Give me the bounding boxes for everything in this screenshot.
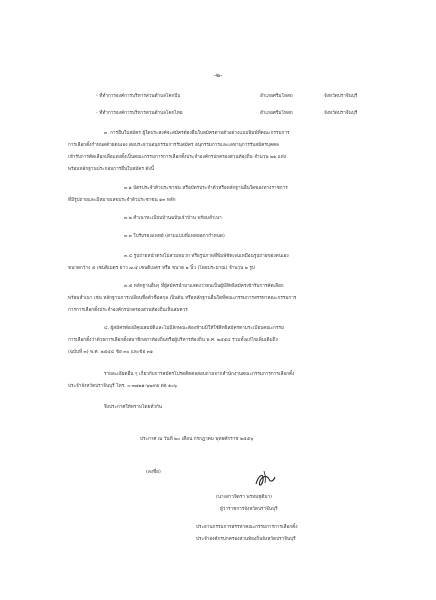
page-number: -๒- [213, 72, 223, 79]
signer-position-2: ประจำองค์กรปกครองส่วนท้องถิ่นจังหวัดปราจีนบุรี [196, 537, 296, 542]
list-3-5-line3: การการเลือกตั้งประจำองค์กรปกครองส่วนท้องถิ่นเห็นสมควร [68, 308, 188, 313]
list-3-2: ๓.๒ สำเนาทะเบียนบ้านฉบับเจ้าบ้าน พร้อมสำเนา [124, 216, 222, 221]
para5-line1: รายละเอียดอื่น ๆ เกี่ยวกับการสมัครโปรดติดต่อสอบถามจากสำนักงานคณะกรรมการการเลือกตั้ง [104, 372, 295, 377]
signed-label: (ลงชื่อ) [146, 470, 161, 475]
para4-line1: ๔. ผู้สมัครต้องมีคุณสมบัติและไม่มีลักษณะต้องห้ามมิให้ใช้สิทธิสมัครตามระเบียบคณะกรรม [104, 326, 285, 331]
para3-line1: ๓. การยื่นใบสมัคร ผู้ใดประสงค์จะสมัครต้องยื่นใบสมัครตามตัวอย่างแบบพิมพ์ที่คณะกรรมการ [104, 131, 290, 136]
item-1-name: - ที่ทำการองค์การบริหารส่วนตำบลโคกปีบ [96, 94, 181, 99]
signer-title: ผู้ว่าราชการจังหวัดปราจีนบุรี [220, 507, 278, 512]
list-3-4-line2: ขนาดกว้าง ๕ เซนติเมตร ยาว ๗.๕ เซนติเมตร หรือ ขนาด ๒ นิ้ว (โดยประมาณ) จำนวน ๒ รูป [68, 266, 255, 271]
date-line: ประกาศ ณ วันที่ ๒๐ เดือน กรกฎาคม พุทธศักราช ๒๕๕๖ [140, 437, 254, 442]
item-2-province: จังหวัดปราจีนบุรี [324, 111, 358, 116]
para4-line2: การเลือกตั้งว่าด้วยการเลือกตั้งสมาชิกสภาท้องถิ่นหรือผู้บริหารท้องถิ่น พ.ศ. ๒๕๕๔ รวมทั้งแก้ไขเพิ่มเติมถึง [68, 338, 278, 343]
list-3-5-line2: พร้อมสำเนา เช่น หลักฐานการเปลี่ยนชื่อตัวชื่อสกุล เป็นต้น หรือหลักฐานอื่นใดที่คณะกรรมการสรรหาคณะกรรมการ [68, 296, 297, 301]
announcement: จึงประกาศให้ทราบโดยทั่วกัน [104, 405, 163, 410]
signer-name: (นางสาวจิตรา พรหมชุติมา) [216, 495, 273, 500]
item-2-name: - ที่ทำการองค์การบริหารส่วนตำบลโคกไทย [96, 111, 183, 116]
list-3-1-line2: ที่มีรูปถ่ายและมีหมายเลขประจำตัวประชาชน ๑๓ หลัก [68, 198, 176, 203]
list-3-3: ๓.๓ ใบรับรองแพทย์ (ตามแบบที่แพทยสภากำหนด) [124, 234, 225, 239]
item-1-district: อำเภอศรีมโหสถ [260, 94, 293, 99]
list-3-5-line1: ๓.๕ หลักฐานอื่นๆ ที่ผู้สมัครนำมาแสดงว่าตนเป็นผู้มีสิทธิสมัครเข้ารับการคัดเลือก [124, 284, 284, 289]
item-2-district: อำเภอศรีมโหสถ [260, 111, 293, 116]
para5-line2: ประจำจังหวัดปราจีนบุรี โทร. ๐-๓๗๒๑-๖๒๙๕ ต่อ ๑๐๖ [68, 384, 177, 389]
para3-line2: การเลือกตั้งกำหนดด้วยตนเอง ต่อประธานอนุกรรมการรับสมัคร อนุกรรมการและเลขานุการรับสมัครบุคคล [68, 143, 279, 148]
item-1-province: จังหวัดปราจีนบุรี [324, 94, 358, 99]
para4-line3: (ฉบับที่ ๓) พ.ศ. ๒๕๕๔ ข้อ ๓๐ และข้อ ๓๑ [68, 350, 153, 355]
para3-line4: พร้อมหลักฐานประกอบการยื่นใบสมัคร ดังนี้ [68, 167, 155, 172]
signer-position-1: ประธานกรรมการสรรหาคณะกรรมการการเลือกตั้ง [196, 525, 298, 530]
list-3-4-line1: ๓.๔ รูปถ่ายหน้าตรงไม่สวมหมวก หรือรูปภาพที่พิมพ์ชัดเจนเหมือนรูปถ่ายของตนเอง [124, 254, 289, 259]
para3-line3: เข้ารับการคัดเลือกเพื่อแต่งตั้งเป็นคณะกรรมการการเลือกตั้งประจำองค์กรปกครองส่วนท้องถิ่น จำนวน ๒๑ แห่ง [68, 155, 287, 160]
handwritten-signature [252, 469, 278, 491]
list-3-1-line1: ๓.๑ บัตรประจำตัวประชาชน หรือบัตรประจำตัวหรือหลักฐานอื่นใดของทางราชการ [124, 186, 288, 191]
